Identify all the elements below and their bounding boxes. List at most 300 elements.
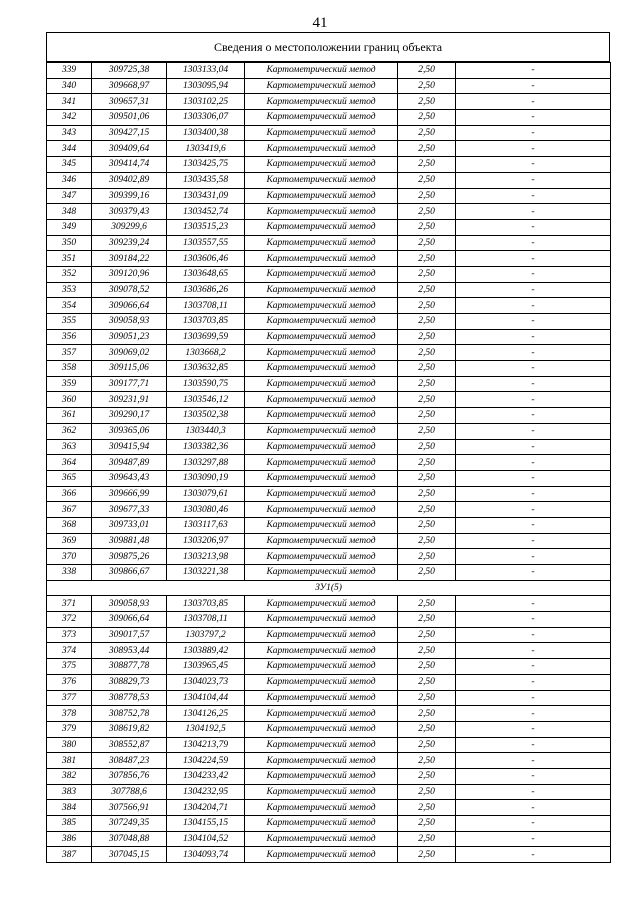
x-coordinate-cell: 309184,22: [92, 251, 167, 267]
method-cell: Картометрический метод: [245, 737, 398, 753]
accuracy-cell: 2,50: [398, 612, 456, 628]
note-cell: -: [456, 831, 611, 847]
accuracy-cell: 2,50: [398, 361, 456, 377]
method-cell: Картометрический метод: [245, 408, 398, 424]
point-number-cell: 349: [47, 219, 92, 235]
method-cell: Картометрический метод: [245, 502, 398, 518]
note-cell: -: [456, 251, 611, 267]
table-row: [47, 439, 611, 455]
table-row: [47, 345, 611, 361]
y-coordinate-cell: 1304093,74: [167, 847, 245, 863]
x-coordinate-cell: 309051,23: [92, 329, 167, 345]
point-number-cell: 379: [47, 721, 92, 737]
method-cell: Картометрический метод: [245, 596, 398, 612]
table-row: [47, 423, 611, 439]
x-coordinate-cell: 309120,96: [92, 266, 167, 282]
x-coordinate-cell: 307249,35: [92, 816, 167, 832]
point-number-cell: 375: [47, 659, 92, 675]
x-coordinate-cell: 309066,64: [92, 298, 167, 314]
y-coordinate-cell: 1303400,38: [167, 125, 245, 141]
point-number-cell: 384: [47, 800, 92, 816]
note-cell: -: [456, 549, 611, 565]
method-cell: Картометрический метод: [245, 831, 398, 847]
method-cell: Картометрический метод: [245, 314, 398, 330]
note-cell: -: [456, 784, 611, 800]
note-cell: -: [456, 643, 611, 659]
y-coordinate-cell: 1304104,44: [167, 690, 245, 706]
y-coordinate-cell: 1303431,09: [167, 188, 245, 204]
accuracy-cell: 2,50: [398, 470, 456, 486]
x-coordinate-cell: 308829,73: [92, 674, 167, 690]
accuracy-cell: 2,50: [398, 376, 456, 392]
x-coordinate-cell: 308877,78: [92, 659, 167, 675]
x-coordinate-cell: 307045,15: [92, 847, 167, 863]
note-cell: -: [456, 188, 611, 204]
note-cell: -: [456, 737, 611, 753]
accuracy-cell: 2,50: [398, 251, 456, 267]
note-cell: -: [456, 690, 611, 706]
y-coordinate-cell: 1304224,59: [167, 753, 245, 769]
point-number-cell: 351: [47, 251, 92, 267]
point-number-cell: 365: [47, 470, 92, 486]
x-coordinate-cell: 309177,71: [92, 376, 167, 392]
y-coordinate-cell: 1304204,71: [167, 800, 245, 816]
x-coordinate-cell: 309677,33: [92, 502, 167, 518]
x-coordinate-cell: 309078,52: [92, 282, 167, 298]
point-number-cell: 357: [47, 345, 92, 361]
method-cell: Картометрический метод: [245, 753, 398, 769]
y-coordinate-cell: 1303606,46: [167, 251, 245, 267]
method-cell: Картометрический метод: [245, 533, 398, 549]
point-number-cell: 374: [47, 643, 92, 659]
note-cell: -: [456, 517, 611, 533]
table-row: [47, 314, 611, 330]
y-coordinate-cell: 1303435,58: [167, 172, 245, 188]
method-cell: Картометрический метод: [245, 439, 398, 455]
x-coordinate-cell: 309427,15: [92, 125, 167, 141]
table-title: Сведения о местоположении границ объекта: [213, 40, 443, 54]
table-row: [47, 157, 611, 173]
x-coordinate-cell: 309299,6: [92, 219, 167, 235]
y-coordinate-cell: 1303546,12: [167, 392, 245, 408]
point-number-cell: 361: [47, 408, 92, 424]
x-coordinate-cell: 309875,26: [92, 549, 167, 565]
y-coordinate-cell: 1304126,25: [167, 706, 245, 722]
x-coordinate-cell: 307566,91: [92, 800, 167, 816]
table-row: [47, 800, 611, 816]
method-cell: Картометрический метод: [245, 627, 398, 643]
accuracy-cell: 2,50: [398, 219, 456, 235]
table-row: [47, 235, 611, 251]
y-coordinate-cell: 1303965,45: [167, 659, 245, 675]
note-cell: -: [456, 706, 611, 722]
note-cell: -: [456, 674, 611, 690]
point-number-cell: 345: [47, 157, 92, 173]
section-header-row: [47, 580, 611, 596]
x-coordinate-cell: 309657,31: [92, 94, 167, 110]
table-row: [47, 643, 611, 659]
note-cell: -: [456, 314, 611, 330]
point-number-cell: 368: [47, 517, 92, 533]
note-cell: -: [456, 502, 611, 518]
x-coordinate-cell: 308953,44: [92, 643, 167, 659]
accuracy-cell: 2,50: [398, 486, 456, 502]
point-number-cell: 367: [47, 502, 92, 518]
table-row: [47, 517, 611, 533]
y-coordinate-cell: 1303306,07: [167, 110, 245, 126]
method-cell: Картометрический метод: [245, 690, 398, 706]
table-row: [47, 831, 611, 847]
x-coordinate-cell: 307788,6: [92, 784, 167, 800]
note-cell: -: [456, 235, 611, 251]
y-coordinate-cell: 1303632,85: [167, 361, 245, 377]
y-coordinate-cell: 1303297,88: [167, 455, 245, 471]
table-row: [47, 125, 611, 141]
point-number-cell: 360: [47, 392, 92, 408]
accuracy-cell: 2,50: [398, 266, 456, 282]
table-row: [47, 486, 611, 502]
point-number-cell: 371: [47, 596, 92, 612]
accuracy-cell: 2,50: [398, 329, 456, 345]
table-row: [47, 596, 611, 612]
table-row: [47, 690, 611, 706]
x-coordinate-cell: 308619,82: [92, 721, 167, 737]
table-row: [47, 549, 611, 565]
x-coordinate-cell: 309501,06: [92, 110, 167, 126]
method-cell: Картометрический метод: [245, 659, 398, 675]
table-row: [47, 204, 611, 220]
x-coordinate-cell: 308752,78: [92, 706, 167, 722]
x-coordinate-cell: 309725,38: [92, 63, 167, 79]
y-coordinate-cell: 1304104,52: [167, 831, 245, 847]
point-number-cell: 350: [47, 235, 92, 251]
note-cell: -: [456, 486, 611, 502]
note-cell: -: [456, 392, 611, 408]
accuracy-cell: 2,50: [398, 298, 456, 314]
table-row: [47, 706, 611, 722]
x-coordinate-cell: 309643,43: [92, 470, 167, 486]
note-cell: -: [456, 470, 611, 486]
table-body: [47, 63, 611, 863]
y-coordinate-cell: 1303557,55: [167, 235, 245, 251]
method-cell: Картометрический метод: [245, 768, 398, 784]
note-cell: -: [456, 408, 611, 424]
point-number-cell: 377: [47, 690, 92, 706]
point-number-cell: 369: [47, 533, 92, 549]
table-row: [47, 219, 611, 235]
accuracy-cell: 2,50: [398, 314, 456, 330]
table-row: [47, 502, 611, 518]
x-coordinate-cell: 309881,48: [92, 533, 167, 549]
point-number-cell: 380: [47, 737, 92, 753]
point-number-cell: 387: [47, 847, 92, 863]
table-row: [47, 659, 611, 675]
accuracy-cell: 2,50: [398, 125, 456, 141]
note-cell: -: [456, 125, 611, 141]
y-coordinate-cell: 1303502,38: [167, 408, 245, 424]
note-cell: -: [456, 612, 611, 628]
method-cell: Картометрический метод: [245, 816, 398, 832]
y-coordinate-cell: 1303703,85: [167, 314, 245, 330]
table-row: [47, 376, 611, 392]
table-row: [47, 94, 611, 110]
table-row: [47, 188, 611, 204]
accuracy-cell: 2,50: [398, 345, 456, 361]
y-coordinate-cell: 1303797,2: [167, 627, 245, 643]
point-number-cell: 372: [47, 612, 92, 628]
y-coordinate-cell: 1303703,85: [167, 596, 245, 612]
x-coordinate-cell: 309115,06: [92, 361, 167, 377]
method-cell: Картометрический метод: [245, 643, 398, 659]
accuracy-cell: 2,50: [398, 596, 456, 612]
y-coordinate-cell: 1303889,42: [167, 643, 245, 659]
accuracy-cell: 2,50: [398, 110, 456, 126]
accuracy-cell: 2,50: [398, 533, 456, 549]
accuracy-cell: 2,50: [398, 831, 456, 847]
method-cell: Картометрический метод: [245, 219, 398, 235]
method-cell: Картометрический метод: [245, 188, 398, 204]
y-coordinate-cell: 1303133,04: [167, 63, 245, 79]
y-coordinate-cell: 1303419,6: [167, 141, 245, 157]
table-row: [47, 455, 611, 471]
y-coordinate-cell: 1303686,26: [167, 282, 245, 298]
accuracy-cell: 2,50: [398, 706, 456, 722]
point-number-cell: 385: [47, 816, 92, 832]
x-coordinate-cell: 309668,97: [92, 78, 167, 94]
point-number-cell: 386: [47, 831, 92, 847]
y-coordinate-cell: 1303382,36: [167, 439, 245, 455]
method-cell: Картометрический метод: [245, 423, 398, 439]
point-number-cell: 364: [47, 455, 92, 471]
x-coordinate-cell: 309866,67: [92, 565, 167, 581]
point-number-cell: 363: [47, 439, 92, 455]
table-row: [47, 816, 611, 832]
point-number-cell: 344: [47, 141, 92, 157]
point-number-cell: 378: [47, 706, 92, 722]
table-row: [47, 251, 611, 267]
method-cell: Картометрический метод: [245, 125, 398, 141]
accuracy-cell: 2,50: [398, 94, 456, 110]
y-coordinate-cell: 1303117,63: [167, 517, 245, 533]
accuracy-cell: 2,50: [398, 800, 456, 816]
table-row: [47, 737, 611, 753]
accuracy-cell: 2,50: [398, 627, 456, 643]
point-number-cell: 370: [47, 549, 92, 565]
point-number-cell: 373: [47, 627, 92, 643]
method-cell: Картометрический метод: [245, 172, 398, 188]
accuracy-cell: 2,50: [398, 674, 456, 690]
note-cell: -: [456, 533, 611, 549]
accuracy-cell: 2,50: [398, 768, 456, 784]
method-cell: Картометрический метод: [245, 78, 398, 94]
x-coordinate-cell: 309379,43: [92, 204, 167, 220]
table-row: [47, 565, 611, 581]
y-coordinate-cell: 1303668,2: [167, 345, 245, 361]
note-cell: -: [456, 816, 611, 832]
table-row: [47, 627, 611, 643]
method-cell: Картометрический метод: [245, 204, 398, 220]
accuracy-cell: 2,50: [398, 549, 456, 565]
note-cell: -: [456, 78, 611, 94]
accuracy-cell: 2,50: [398, 502, 456, 518]
point-number-cell: 358: [47, 361, 92, 377]
method-cell: Картометрический метод: [245, 110, 398, 126]
y-coordinate-cell: 1303206,97: [167, 533, 245, 549]
method-cell: Картометрический метод: [245, 721, 398, 737]
x-coordinate-cell: 309733,01: [92, 517, 167, 533]
accuracy-cell: 2,50: [398, 565, 456, 581]
accuracy-cell: 2,50: [398, 455, 456, 471]
note-cell: -: [456, 345, 611, 361]
note-cell: -: [456, 627, 611, 643]
method-cell: Картометрический метод: [245, 486, 398, 502]
y-coordinate-cell: 1303699,59: [167, 329, 245, 345]
point-number-cell: 342: [47, 110, 92, 126]
table-row: [47, 674, 611, 690]
accuracy-cell: 2,50: [398, 847, 456, 863]
x-coordinate-cell: 307048,88: [92, 831, 167, 847]
x-coordinate-cell: 309414,74: [92, 157, 167, 173]
y-coordinate-cell: 1303515,23: [167, 219, 245, 235]
method-cell: Картометрический метод: [245, 784, 398, 800]
table-row: [47, 847, 611, 863]
x-coordinate-cell: 309231,91: [92, 392, 167, 408]
method-cell: Картометрический метод: [245, 470, 398, 486]
x-coordinate-cell: 309058,93: [92, 596, 167, 612]
table-row: [47, 110, 611, 126]
x-coordinate-cell: 309365,06: [92, 423, 167, 439]
note-cell: -: [456, 847, 611, 863]
accuracy-cell: 2,50: [398, 753, 456, 769]
accuracy-cell: 2,50: [398, 235, 456, 251]
x-coordinate-cell: 309290,17: [92, 408, 167, 424]
table-row: [47, 753, 611, 769]
method-cell: Картометрический метод: [245, 282, 398, 298]
point-number-cell: 356: [47, 329, 92, 345]
y-coordinate-cell: 1303102,25: [167, 94, 245, 110]
x-coordinate-cell: 309402,89: [92, 172, 167, 188]
x-coordinate-cell: 309409,64: [92, 141, 167, 157]
x-coordinate-cell: 309415,94: [92, 439, 167, 455]
accuracy-cell: 2,50: [398, 157, 456, 173]
point-number-cell: 376: [47, 674, 92, 690]
note-cell: -: [456, 361, 611, 377]
table-row: [47, 768, 611, 784]
y-coordinate-cell: 1303221,38: [167, 565, 245, 581]
point-number-cell: 338: [47, 565, 92, 581]
table-row: [47, 470, 611, 486]
accuracy-cell: 2,50: [398, 737, 456, 753]
point-number-cell: 366: [47, 486, 92, 502]
point-number-cell: 381: [47, 753, 92, 769]
point-number-cell: 362: [47, 423, 92, 439]
x-coordinate-cell: 309239,24: [92, 235, 167, 251]
page-number: 41: [312, 15, 328, 31]
note-cell: -: [456, 204, 611, 220]
point-number-cell: 343: [47, 125, 92, 141]
table-row: [47, 392, 611, 408]
method-cell: Картометрический метод: [245, 800, 398, 816]
x-coordinate-cell: 309399,16: [92, 188, 167, 204]
y-coordinate-cell: 1303090,19: [167, 470, 245, 486]
table-row: [47, 329, 611, 345]
y-coordinate-cell: 1303440,3: [167, 423, 245, 439]
y-coordinate-cell: 1303708,11: [167, 612, 245, 628]
note-cell: -: [456, 94, 611, 110]
y-coordinate-cell: 1303095,94: [167, 78, 245, 94]
x-coordinate-cell: 307856,76: [92, 768, 167, 784]
accuracy-cell: 2,50: [398, 517, 456, 533]
method-cell: Картометрический метод: [245, 298, 398, 314]
x-coordinate-cell: 309066,64: [92, 612, 167, 628]
note-cell: -: [456, 110, 611, 126]
accuracy-cell: 2,50: [398, 721, 456, 737]
point-number-cell: 352: [47, 266, 92, 282]
method-cell: Картометрический метод: [245, 157, 398, 173]
note-cell: -: [456, 565, 611, 581]
y-coordinate-cell: 1303213,98: [167, 549, 245, 565]
accuracy-cell: 2,50: [398, 423, 456, 439]
table-row: [47, 63, 611, 79]
note-cell: -: [456, 721, 611, 737]
method-cell: Картометрический метод: [245, 455, 398, 471]
method-cell: Картометрический метод: [245, 549, 398, 565]
x-coordinate-cell: 309058,93: [92, 314, 167, 330]
x-coordinate-cell: 309017,57: [92, 627, 167, 643]
point-number-cell: 353: [47, 282, 92, 298]
method-cell: Картометрический метод: [245, 94, 398, 110]
y-coordinate-cell: 1303080,46: [167, 502, 245, 518]
note-cell: -: [456, 455, 611, 471]
accuracy-cell: 2,50: [398, 172, 456, 188]
accuracy-cell: 2,50: [398, 204, 456, 220]
method-cell: Картометрический метод: [245, 706, 398, 722]
method-cell: Картометрический метод: [245, 345, 398, 361]
point-number-cell: 346: [47, 172, 92, 188]
note-cell: -: [456, 172, 611, 188]
table-row: [47, 78, 611, 94]
note-cell: -: [456, 753, 611, 769]
point-number-cell: 355: [47, 314, 92, 330]
note-cell: -: [456, 141, 611, 157]
table-row: [47, 266, 611, 282]
y-coordinate-cell: 1303452,74: [167, 204, 245, 220]
note-cell: -: [456, 800, 611, 816]
x-coordinate-cell: 309487,89: [92, 455, 167, 471]
note-cell: -: [456, 157, 611, 173]
accuracy-cell: 2,50: [398, 63, 456, 79]
accuracy-cell: 2,50: [398, 141, 456, 157]
method-cell: Картометрический метод: [245, 376, 398, 392]
section-label: ЗУ1(5): [47, 580, 611, 596]
accuracy-cell: 2,50: [398, 784, 456, 800]
note-cell: -: [456, 659, 611, 675]
method-cell: Картометрический метод: [245, 141, 398, 157]
method-cell: Картометрический метод: [245, 235, 398, 251]
method-cell: Картометрический метод: [245, 329, 398, 345]
note-cell: -: [456, 266, 611, 282]
y-coordinate-cell: 1304155,15: [167, 816, 245, 832]
accuracy-cell: 2,50: [398, 282, 456, 298]
note-cell: -: [456, 439, 611, 455]
method-cell: Картометрический метод: [245, 674, 398, 690]
x-coordinate-cell: 309666,99: [92, 486, 167, 502]
method-cell: Картометрический метод: [245, 266, 398, 282]
table-row: [47, 408, 611, 424]
method-cell: Картометрический метод: [245, 612, 398, 628]
x-coordinate-cell: 309069,02: [92, 345, 167, 361]
method-cell: Картометрический метод: [245, 63, 398, 79]
